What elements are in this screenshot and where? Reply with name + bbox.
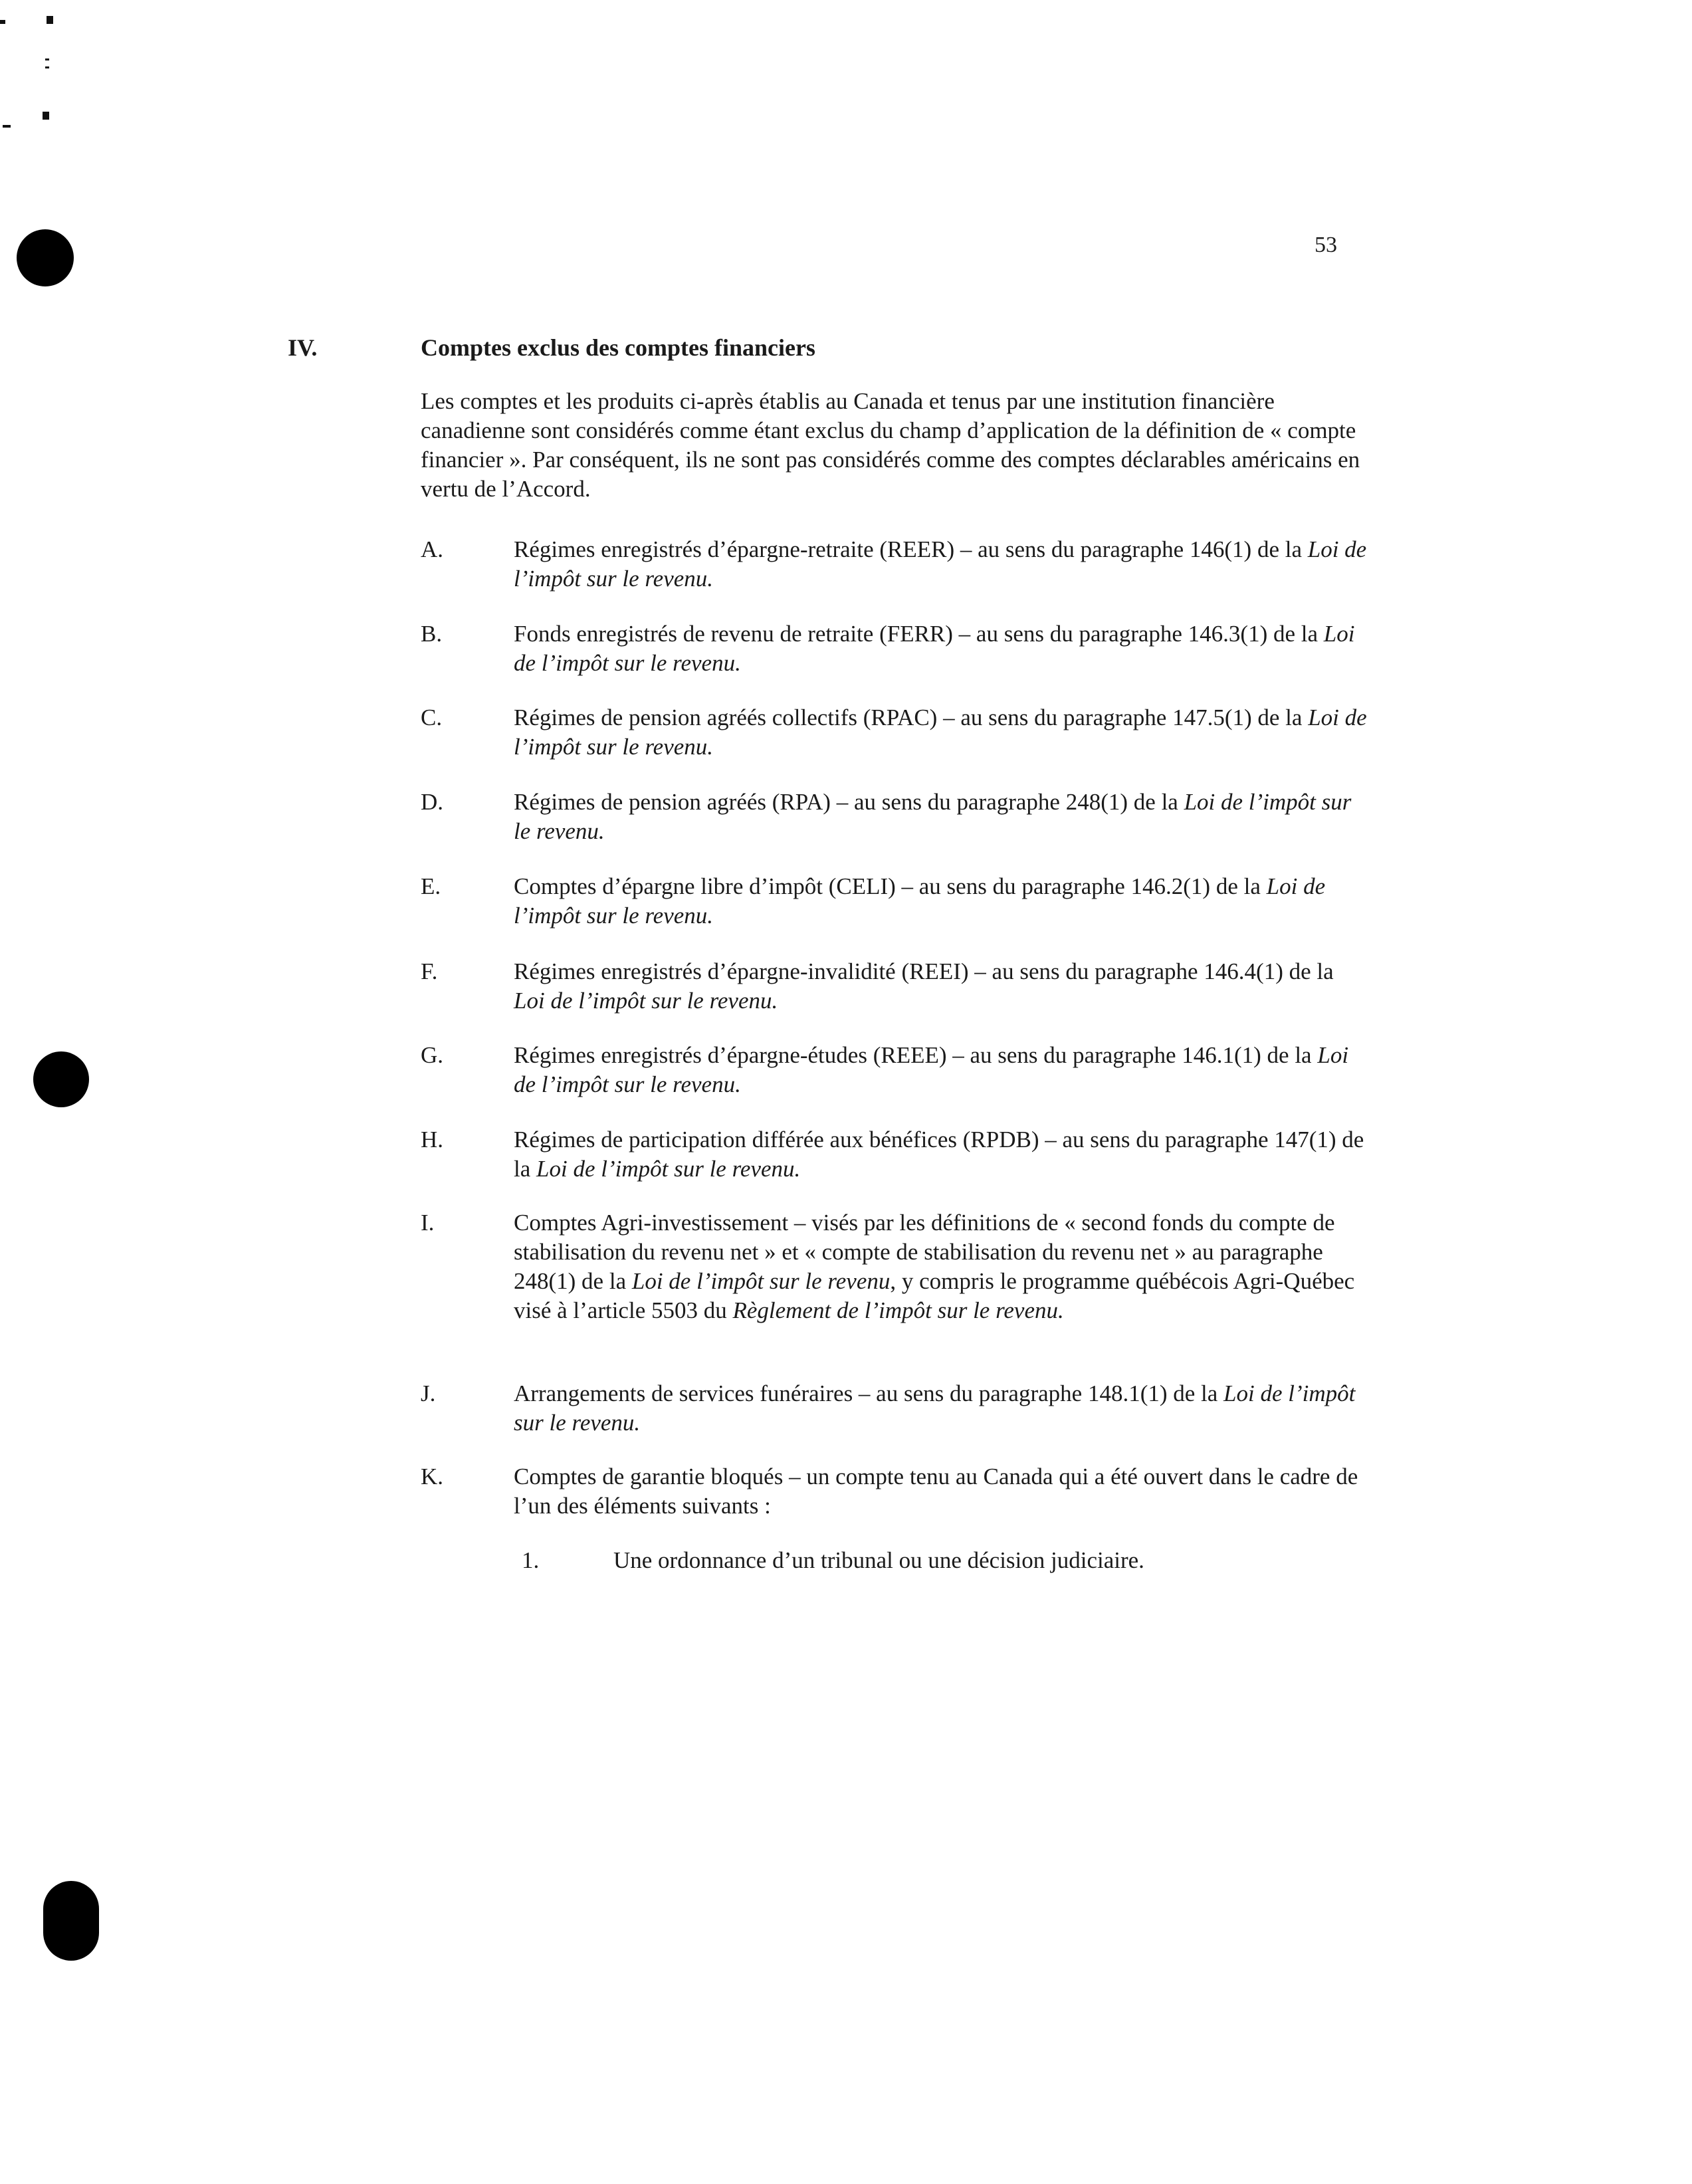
scan-speck: [0, 20, 5, 24]
scan-speck: [43, 112, 49, 120]
punch-hole-middle: [33, 1051, 89, 1107]
punch-hole-top: [17, 229, 74, 286]
list-item-text-body: Arrangements de services funéraires – au sens du paragraphe 148.1(1) de la: [514, 1380, 1224, 1406]
list-item-label: C.: [421, 705, 443, 730]
law-title-italic: Loi de l’impôt sur le revenu.: [514, 1042, 1349, 1097]
list-item-text-body: Fonds enregistrés de revenu de retraite (FERR) – au sens du paragraphe 146.3(1) de la: [514, 621, 1324, 647]
law-title-italic: Loi de l’impôt sur le revenu.: [514, 1380, 1356, 1436]
list-item-text: [514, 1125, 1368, 1184]
law-title-italic: Loi de l’impôt sur le revenu.: [514, 621, 1355, 676]
law-title-italic: Loi de l’impôt sur le revenu.: [514, 705, 1367, 760]
list-item-text: [514, 1041, 1368, 1099]
list-item-text: [514, 535, 1368, 594]
list-item-text: [514, 703, 1368, 762]
scan-speck: [47, 16, 53, 24]
scan-speck: [45, 58, 49, 60]
list-item-text: [514, 1208, 1368, 1325]
scan-speck: [3, 125, 11, 128]
list-item-text-body: Régimes de pension agréés collectifs (RPAC) – au sens du paragraphe 147.5(1) de la: [514, 705, 1309, 730]
section-intro: Les comptes et les produits ci-après établis au Canada et tenus par une institution financière canadienne sont considérés comme étant exclus du champ d’application de la définition de « compte financier ». Par conséquent, ils ne sont pas considérés comme des comptes déclarables américains en vertu de l’Accord.: [421, 388, 1360, 502]
list-item-label: B.: [421, 621, 443, 647]
law-title-italic: Loi de l’impôt sur le revenu.: [514, 536, 1367, 592]
list-item-text-body: Régimes enregistrés d’épargne-études (REEE) – au sens du paragraphe 146.1(1) de la: [514, 1042, 1318, 1068]
law-title-italic: Loi de l’impôt sur le revenu: [631, 1268, 891, 1294]
list-item-label: F.: [421, 958, 438, 984]
list-item-text: [514, 619, 1368, 678]
list-item-label: A.: [421, 536, 444, 562]
sub-list-item-text: Une ordonnance d’un tribunal ou une décision judiciaire.: [613, 1547, 1144, 1573]
list-item-label: J.: [421, 1380, 436, 1406]
list-item-text-body: Régimes de participation différée aux bénéfices (RPDB) – au sens du paragraphe 147(1) de la: [514, 1127, 1364, 1182]
list-item-label: K.: [421, 1464, 444, 1489]
list-item-text: [514, 788, 1368, 846]
list-item-text-body: Comptes de garantie bloqués – un compte tenu au Canada qui a été ouvert dans le cadre de l’un des éléments suivants :: [514, 1464, 1358, 1519]
sub-list-item-label: 1.: [522, 1547, 540, 1573]
list-item-text-body: Régimes enregistrés d’épargne-retraite (REER) – au sens du paragraphe 146(1) de la: [514, 536, 1308, 562]
list-item-label: E.: [421, 873, 441, 899]
list-item-text: [514, 872, 1368, 930]
list-item-text: [514, 957, 1368, 1016]
list-item-label: D.: [421, 789, 444, 815]
list-item-text-body: Comptes Agri-investissement – visés par les définitions de « second fonds du compte de stabilisation du revenu net » et « compte de stabilisation du revenu net » au paragraphe 248(1) de la: [514, 1210, 1335, 1294]
list-item-label: H.: [421, 1127, 444, 1152]
section-title: Comptes exclus des comptes financiers: [421, 334, 815, 361]
law-title-italic: Loi de l’impôt sur le revenu.: [536, 1156, 801, 1182]
list-item-text-body: Comptes d’épargne libre d’impôt (CELI) – au sens du paragraphe 146.2(1) de la: [514, 873, 1267, 899]
list-item-label: I.: [421, 1210, 435, 1236]
law-title-italic: Loi de l’impôt sur le revenu.: [514, 789, 1352, 844]
section-number: IV.: [288, 334, 318, 361]
page-number: 53: [1315, 233, 1337, 257]
regulation-title-italic: Règlement de l’impôt sur le revenu.: [732, 1297, 1064, 1323]
list-item-text: [514, 1379, 1368, 1438]
list-item-text-body: Régimes de pension agréés (RPA) – au sens du paragraphe 248(1) de la: [514, 789, 1184, 815]
law-title-italic: Loi de l’impôt sur le revenu.: [514, 873, 1326, 928]
list-item-text-continued: , y compris le programme québécois Agri-Québec visé à l’article 5503 du: [514, 1268, 1355, 1323]
punch-hole-bottom: [43, 1881, 99, 1961]
scan-speck: [45, 66, 49, 68]
list-item-text: [514, 1462, 1368, 1521]
list-item-text-body: Régimes enregistrés d’épargne-invalidité (REEI) – au sens du paragraphe 146.4(1) de la: [514, 958, 1334, 984]
list-item-label: G.: [421, 1042, 444, 1068]
law-title-italic: Loi de l’impôt sur le revenu.: [514, 988, 778, 1014]
